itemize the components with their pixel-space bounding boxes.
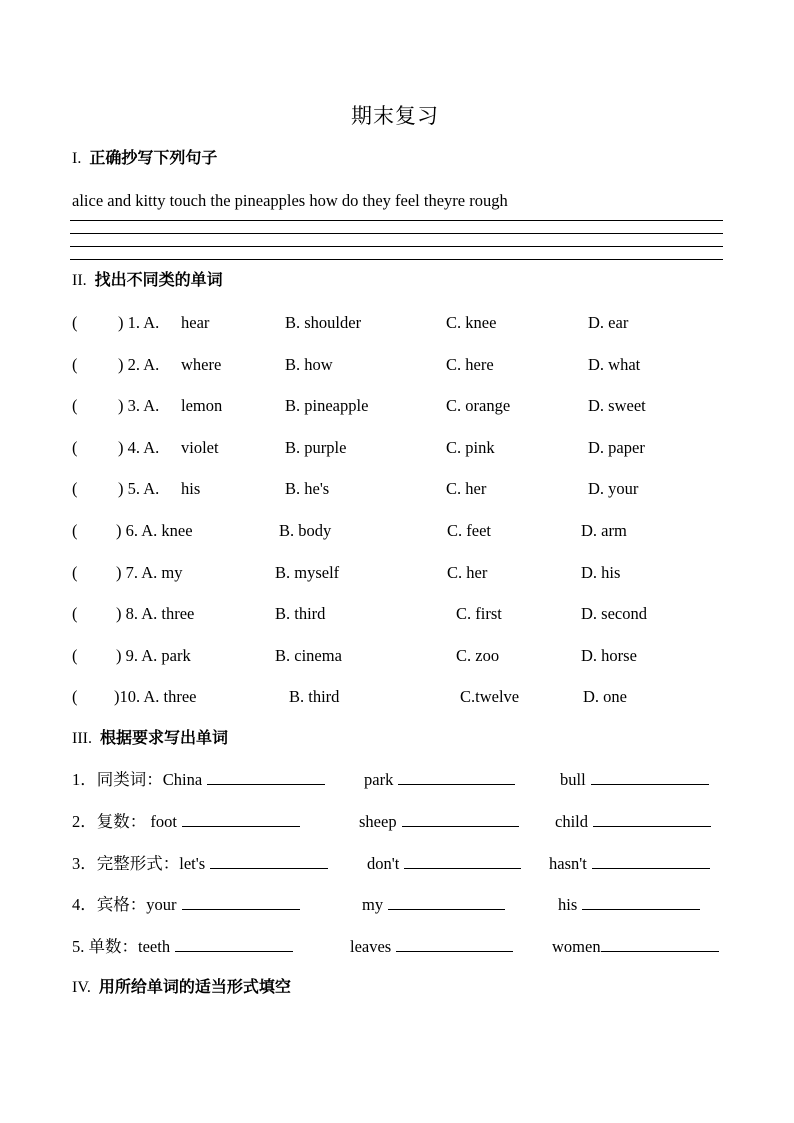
word-task-word-cell xyxy=(350,939,513,956)
question-option-b: B. purple xyxy=(285,438,347,457)
section-2-number: II. xyxy=(72,272,87,289)
section-2-heading xyxy=(72,272,223,289)
question-answer-bracket: ( xyxy=(72,604,78,623)
question-number: ) 4. A. xyxy=(118,438,160,457)
word-task-word: my xyxy=(362,895,384,914)
question-option-b: B. shoulder xyxy=(285,313,362,332)
question-option-c: C. here xyxy=(446,355,494,374)
question-option-a: hear xyxy=(181,313,210,332)
question-option-c: C.twelve xyxy=(460,687,520,706)
word-task-prompt-cell xyxy=(72,939,293,956)
answer-blank[interactable] xyxy=(388,897,505,910)
question-number: ) 9. A. park xyxy=(116,646,191,665)
word-task-word: hasn't xyxy=(549,854,587,873)
word-task-word-cell xyxy=(359,814,519,831)
answer-blank[interactable] xyxy=(582,897,700,910)
word-task-word: don't xyxy=(367,854,400,873)
question-option-c: C. zoo xyxy=(456,646,500,665)
word-task-word-cell xyxy=(555,814,711,831)
word-task-word: leaves xyxy=(350,937,392,956)
word-task-word: his xyxy=(558,895,578,914)
question-option-c: C. her xyxy=(446,479,487,498)
section-4-number: IV. xyxy=(72,979,91,996)
answer-blank[interactable] xyxy=(601,939,719,952)
writing-line-2 xyxy=(70,233,723,234)
question-option-d: D. your xyxy=(588,479,639,498)
answer-blank[interactable] xyxy=(398,772,515,785)
question-option-b: B. body xyxy=(279,521,332,540)
question-option-d: D. horse xyxy=(581,646,637,665)
question-answer-bracket: ( xyxy=(72,479,78,498)
answer-blank[interactable] xyxy=(592,856,710,869)
section-4-title: 用所给单词的适当形式填空 xyxy=(98,977,291,996)
question-answer-bracket: ( xyxy=(72,521,78,540)
word-task-prompt-cell xyxy=(72,897,300,914)
word-task-prompt: 1．同类词：China xyxy=(72,770,203,789)
word-task-word-cell xyxy=(367,856,521,873)
answer-blank[interactable] xyxy=(182,814,300,827)
word-task-word-cell xyxy=(362,897,505,914)
section-1-number: I. xyxy=(72,150,82,167)
question-option-c: C. pink xyxy=(446,438,495,457)
copy-sentence: alice and kitty touch the pineapples how do they feel theyre rough xyxy=(72,191,508,210)
word-task-prompt: 4．宾格：your xyxy=(72,895,177,914)
question-option-d: D. ear xyxy=(588,313,629,332)
question-option-b: B. third xyxy=(275,604,326,623)
question-option-d: D. what xyxy=(588,355,641,374)
question-option-d: D. second xyxy=(581,604,647,623)
section-2-title: 找出不同类的单词 xyxy=(94,270,223,289)
question-number: ) 7. A. my xyxy=(116,563,183,582)
question-option-b: B. he's xyxy=(285,479,330,498)
word-task-word-cell xyxy=(560,772,709,789)
question-answer-bracket: ( xyxy=(72,355,78,374)
answer-blank[interactable] xyxy=(207,772,325,785)
word-task-prompt-cell xyxy=(72,856,328,873)
word-task-prompt: 2．复数： foot xyxy=(72,812,177,831)
question-answer-bracket: ( xyxy=(72,687,78,706)
answer-blank[interactable] xyxy=(402,814,519,827)
writing-line-4 xyxy=(70,259,723,260)
word-task-word: park xyxy=(364,770,394,789)
answer-blank[interactable] xyxy=(591,772,709,785)
writing-line-1 xyxy=(70,220,723,221)
question-number: ) 2. A. xyxy=(118,355,160,374)
question-option-b: B. myself xyxy=(275,563,340,582)
question-number: ) 5. A. xyxy=(118,479,160,498)
word-task-prompt: 3．完整形式：let's xyxy=(72,854,206,873)
question-option-b: B. how xyxy=(285,355,333,374)
question-answer-bracket: ( xyxy=(72,563,78,582)
question-number: ) 8. A. three xyxy=(116,604,195,623)
question-number: )10. A. three xyxy=(114,687,197,706)
question-number: ) 6. A. knee xyxy=(116,521,193,540)
question-answer-bracket: ( xyxy=(72,438,78,457)
question-option-c: C. first xyxy=(456,604,502,623)
answer-blank[interactable] xyxy=(182,897,300,910)
writing-line-3 xyxy=(70,246,723,247)
question-option-b: B. cinema xyxy=(275,646,342,665)
word-task-prompt: 5. 单数：teeth xyxy=(72,937,171,956)
answer-blank[interactable] xyxy=(593,814,711,827)
question-option-c: C. orange xyxy=(446,396,511,415)
word-task-word: child xyxy=(555,812,588,831)
word-task-prompt-cell xyxy=(72,772,325,789)
section-1-heading xyxy=(72,150,217,167)
question-option-c: C. knee xyxy=(446,313,497,332)
question-option-b: B. pineapple xyxy=(285,396,369,415)
question-answer-bracket: ( xyxy=(72,313,78,332)
answer-blank[interactable] xyxy=(175,939,293,952)
word-task-word-cell xyxy=(558,897,700,914)
word-task-word-cell xyxy=(552,939,719,956)
answer-blank[interactable] xyxy=(404,856,521,869)
section-3-title: 根据要求写出单词 xyxy=(99,728,228,747)
question-option-d: D. paper xyxy=(588,438,645,457)
word-task-word: bull xyxy=(560,770,586,789)
word-task-word-cell xyxy=(364,772,515,789)
question-option-a: lemon xyxy=(181,396,223,415)
word-task-word: women xyxy=(552,937,601,956)
question-option-a: violet xyxy=(181,438,219,457)
section-1-title: 正确抄写下列句子 xyxy=(89,148,218,167)
section-3-number: III. xyxy=(72,730,92,747)
question-option-c: C. her xyxy=(447,563,488,582)
question-answer-bracket: ( xyxy=(72,646,78,665)
section-3-heading xyxy=(72,730,228,747)
word-task-word-cell xyxy=(549,856,710,873)
page-title: 期末复习 xyxy=(351,104,439,128)
question-answer-bracket: ( xyxy=(72,396,78,415)
answer-blank[interactable] xyxy=(210,856,328,869)
word-task-word: sheep xyxy=(359,812,397,831)
question-option-a: his xyxy=(181,479,201,498)
answer-blank[interactable] xyxy=(396,939,513,952)
question-option-d: D. his xyxy=(581,563,621,582)
question-option-d: D. one xyxy=(583,687,627,706)
question-option-c: C. feet xyxy=(447,521,491,540)
question-number: ) 3. A. xyxy=(118,396,160,415)
question-option-d: D. arm xyxy=(581,521,627,540)
question-option-b: B. third xyxy=(289,687,340,706)
question-option-a: where xyxy=(181,355,222,374)
word-task-prompt-cell xyxy=(72,814,300,831)
question-number: ) 1. A. xyxy=(118,313,160,332)
question-option-d: D. sweet xyxy=(588,396,646,415)
section-4-heading xyxy=(72,979,291,996)
